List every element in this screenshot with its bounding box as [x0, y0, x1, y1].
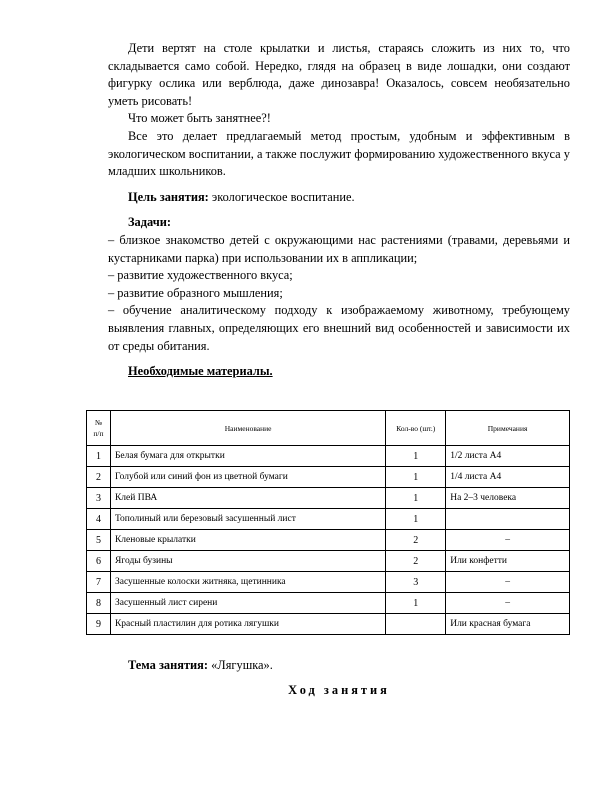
topic-label: Тема занятия: [128, 658, 209, 672]
paragraph-question: Что может быть занятнее?! [128, 111, 271, 126]
row-qty: 1 [386, 467, 446, 488]
row-note: – [446, 593, 570, 614]
row-number: 3 [87, 488, 111, 509]
table-row [87, 593, 570, 614]
table-row [87, 551, 570, 572]
row-qty: 1 [386, 509, 446, 530]
header-qty: Кол-во (шт.) [386, 411, 446, 446]
goal-text: экологическое воспитание. [208, 189, 355, 204]
row-note: 1/4 листа А4 [446, 467, 570, 488]
goal-label: Цель занятия: [128, 189, 209, 204]
row-number: 4 [87, 509, 111, 530]
table-row [87, 530, 570, 551]
row-note [446, 509, 570, 530]
paragraph-intro: Дети вертят на столе крылатки и листья, стараясь сложить из них то, что складывается само собой. Нередко, глядя на образец в виде лошадки, они создают фигурку ослика или верблюда, даже динозавра! Оказалось, совсем необязательно уметь рисовать! [108, 41, 570, 108]
table-row [87, 488, 570, 509]
row-number: 9 [87, 614, 111, 635]
row-note: Или конфетти [446, 551, 570, 572]
header-num: № п/п [87, 411, 111, 446]
row-qty: 2 [386, 530, 446, 551]
row-qty [386, 614, 446, 635]
row-qty: 1 [386, 593, 446, 614]
table-row [87, 509, 570, 530]
row-note: – [446, 530, 570, 551]
row-number: 5 [87, 530, 111, 551]
row-qty: 3 [386, 572, 446, 593]
row-name: Красный пластилин для ротика лягушки [110, 614, 385, 635]
goal-line [108, 189, 570, 207]
table-row [87, 572, 570, 593]
row-qty: 2 [386, 551, 446, 572]
materials-label: Необходимые материалы. [128, 364, 273, 379]
row-note: Или красная бумага [446, 614, 570, 635]
row-name: Кленовые крылатки [110, 530, 385, 551]
table-header-row [87, 411, 570, 446]
header-note: Примечания [446, 411, 570, 446]
row-note: – [446, 572, 570, 593]
topic-line [108, 657, 570, 675]
row-name: Тополиный или березовый засушенный лист [110, 509, 385, 530]
row-number: 7 [87, 572, 111, 593]
row-name: Засушенные колоски житняка, щетинника [110, 572, 385, 593]
row-number: 1 [87, 446, 111, 467]
row-note: 1/2 листа А4 [446, 446, 570, 467]
row-name: Ягоды бузины [110, 551, 385, 572]
row-number: 8 [87, 593, 111, 614]
materials-heading [108, 363, 570, 381]
row-number: 6 [87, 551, 111, 572]
row-name: Засушенный лист сирени [110, 593, 385, 614]
tasks-heading [108, 214, 570, 232]
table-row [87, 446, 570, 467]
topic-text: «Лягушка». [208, 658, 273, 672]
document-body [108, 40, 570, 381]
row-name: Голубой или синий фон из цветной бумаги [110, 467, 385, 488]
table-row [87, 614, 570, 635]
header-name: Наименование [110, 411, 385, 446]
paragraph-method: Все это делает предлагаемый метод простым, удобным и эффективным в экологическом воспитании, а также послужит формированию художественного вкуса у младших школьников. [108, 128, 570, 179]
row-name: Белая бумага для открытки [110, 446, 385, 467]
tasks-label: Задачи: [128, 215, 171, 230]
row-note: На 2–3 человека [446, 488, 570, 509]
task-item: – развитие образного мышления; [108, 285, 283, 300]
task-item: – обучение аналитическому подходу к изображаемому животному, требующему выявления главных, определяющих его внешний вид особенностей и зависимости их от среды обитания. [108, 303, 570, 353]
lesson-heading: Ход занятия [288, 683, 390, 697]
materials-table [86, 410, 570, 635]
row-name: Клей ПВА [110, 488, 385, 509]
task-item: – близкое знакомство детей с окружающими нас растениями (травами, деревьями и кустарниками парка) при использовании их в аппликации; [108, 232, 570, 265]
row-qty: 1 [386, 488, 446, 509]
row-number: 2 [87, 467, 111, 488]
table-row [87, 467, 570, 488]
row-qty: 1 [386, 446, 446, 467]
task-item: – развитие художественного вкуса; [108, 268, 293, 283]
